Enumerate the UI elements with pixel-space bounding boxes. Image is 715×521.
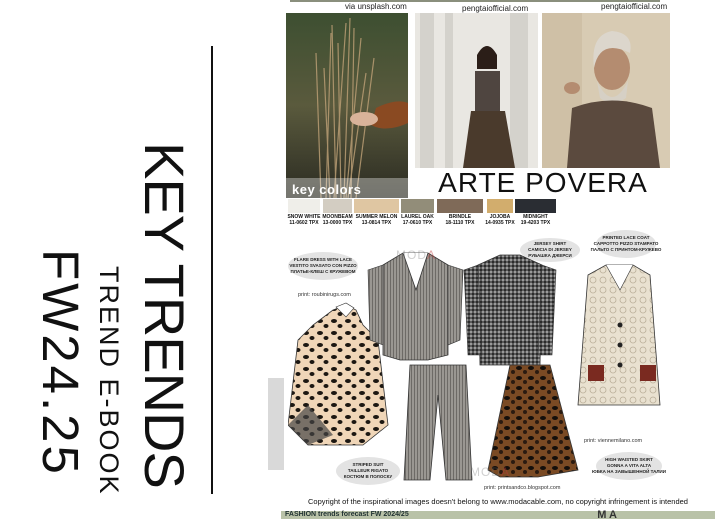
swatch-label: MOONBEAM 13-0000 TPX (322, 214, 353, 226)
swatch-label: BRINDLE 18-1110 TPX (445, 214, 475, 226)
photo-credit-1: via unsplash.com (345, 2, 407, 11)
watermark: MODA (470, 465, 511, 479)
photo-dry-grass (286, 13, 408, 198)
callout-flare-dress: FLARE DRESS WITH LACE VESTITO SVASATO CON PIZZO ПЛАТЬЕ-КЛЕШ С КРУЖЕВОМ (288, 252, 358, 280)
swatch-label: MIDNIGHT 19-4203 TPX (520, 214, 551, 226)
footer-logo: M A (597, 509, 617, 521)
swatch-label: LAUREL OAK 17-0610 TPX (401, 214, 434, 226)
theme-title: ARTE POVERA (415, 168, 671, 198)
callout-skirt: HIGH WAISTED SKIRT GONNA A VITA ALTA ЮБКА НА ЗАВЫШЕННОЙ ТАЛИИ (596, 452, 662, 480)
swatch-chip (515, 199, 556, 213)
print-credit-3: print: printsandco.blogspot.com (484, 485, 561, 491)
callout-lace-coat: PRINTED LACE COAT CAPPOTTO PIZZO STAMPATO ПАЛЬТО С ПРИНТОМ-КРУЖЕВО (596, 230, 656, 258)
divider-line (211, 46, 213, 494)
photo-credit-3: pengtaiofficial.com (601, 2, 668, 11)
swatch-label: JOJOBA 14-0935 TPX (485, 214, 515, 226)
swatch-label: SNOW WHITE 11-0602 TPX (287, 214, 321, 226)
swatch-chip (437, 199, 483, 213)
swatch-chip (323, 199, 352, 213)
print-credit-1: print: roubinirugs.com (298, 292, 351, 298)
footer-band-text: FASHION trends forecast FW 2024/25 (285, 511, 409, 518)
print-credit-2: print: viennemilano.com (584, 438, 643, 444)
footer-band (281, 511, 715, 519)
key-colors-label: key colors (292, 182, 362, 197)
cover-subtitle: TREND E-BOOK (94, 266, 124, 496)
cover-season: FW24.25 (32, 249, 89, 477)
side-tab (268, 378, 284, 470)
photo-old-man (542, 13, 670, 168)
cover-title: KEY TRENDS (133, 142, 196, 488)
callout-jersey-shirt: JERSEY SHIRT CAMICIA DI JERSEY РУБАШКА ДЖЕРСИ (520, 238, 580, 262)
watermark: MODA (396, 248, 437, 262)
photo-credit-2: pengtaiofficial.com (462, 4, 529, 13)
swatch-chip (487, 199, 513, 213)
photo-model (415, 13, 538, 168)
swatch-chip (354, 199, 399, 213)
key-shapes-label: key shapes (572, 203, 648, 218)
swatch-chip (288, 199, 320, 213)
callout-striped-suit: STRIPED SUIT TAILLEUR RIGATO КОСТЮМ В ПОЛОСКУ (336, 457, 400, 485)
swatch-label: SUMMER MELON 13-0814 TPX (355, 214, 398, 226)
swatch-chip (401, 199, 434, 213)
copyright-notice: Copyright of the inspirational images doesn't belong to www.modacable.com, no copyright infringement is intended (308, 497, 688, 506)
